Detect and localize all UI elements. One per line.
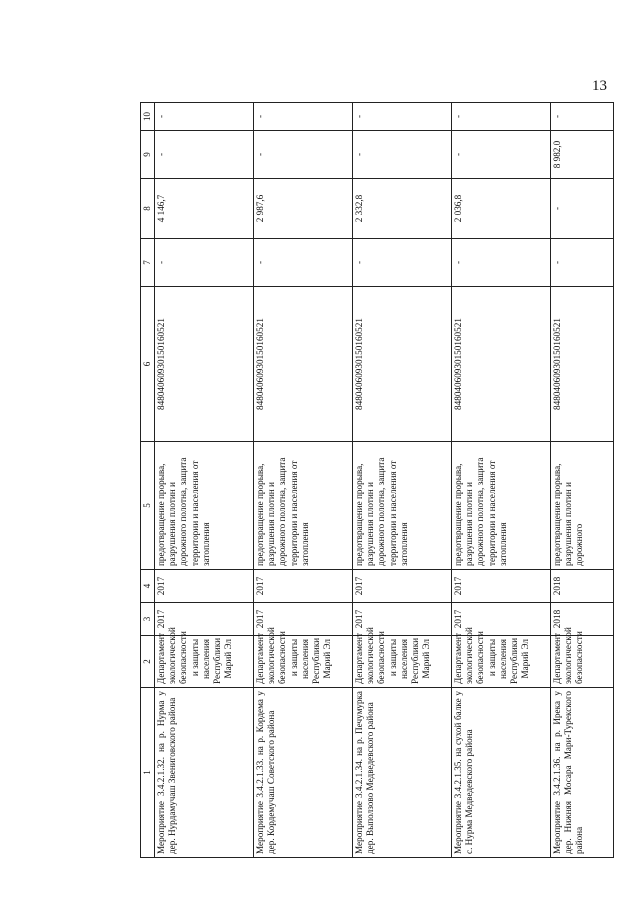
value-col10: - bbox=[253, 103, 352, 131]
table-row bbox=[451, 103, 550, 858]
executor: Департамент экологической безопасности и защиты населения Республики Марий Эл bbox=[154, 636, 253, 688]
end-year: 2017 bbox=[352, 570, 451, 603]
page-number: 13 bbox=[592, 78, 607, 94]
measure-name: Мероприятие 3.4.2.1.35. на сухой балке у с. Нурма Медведевского района bbox=[451, 688, 550, 858]
table-row bbox=[154, 103, 253, 858]
executor: Департамент экологической безопасности bbox=[550, 636, 613, 688]
value-col8: 4 146,7 bbox=[154, 179, 253, 239]
value-col9: 8 982,0 bbox=[550, 131, 613, 179]
end-year: 2018 bbox=[550, 570, 613, 603]
header-cell: 6 bbox=[141, 287, 155, 442]
value-col10: - bbox=[550, 103, 613, 131]
value-col9: - bbox=[154, 131, 253, 179]
header-cell: 9 bbox=[141, 131, 155, 179]
table-row bbox=[550, 103, 613, 858]
value-col8: 2 036,8 bbox=[451, 179, 550, 239]
measure-name: Мероприятие 3.4.2.1.33. на р. Кордема у дер. Кордемучаш Советского района bbox=[253, 688, 352, 858]
value-col7: - bbox=[154, 239, 253, 287]
measure-name: Мероприятие 3.4.2.1.36. на р. Ирека у дер. Нижняя Мосара Мари-Турекского района bbox=[550, 688, 613, 858]
value-col8: 2 332,8 bbox=[352, 179, 451, 239]
header-cell: 10 bbox=[141, 103, 155, 131]
description: предотвращение прорыва, разрушения плотин и дорожного bbox=[550, 442, 613, 570]
description: предотвращение прорыва, разрушения плотин и дорожного полотна, защита территории и населения от затопления bbox=[154, 442, 253, 570]
executor: Департамент экологической безопасности и защиты населения Республики Марий Эл bbox=[253, 636, 352, 688]
budget-code: 84804060930150160521 bbox=[550, 287, 613, 442]
value-col10: - bbox=[154, 103, 253, 131]
value-col7: - bbox=[451, 239, 550, 287]
end-year: 2017 bbox=[253, 570, 352, 603]
value-col8: - bbox=[550, 179, 613, 239]
header-row bbox=[141, 103, 155, 858]
executor: Департамент экологической безопасности и защиты населения Республики Марий Эл bbox=[352, 636, 451, 688]
value-col8: 2 987,6 bbox=[253, 179, 352, 239]
program-table bbox=[140, 102, 614, 858]
table-row bbox=[253, 103, 352, 858]
start-year: 2017 bbox=[451, 603, 550, 636]
start-year: 2017 bbox=[154, 603, 253, 636]
description: предотвращение прорыва, разрушения плотин и дорожного полотна, защита территории и населения от затопления bbox=[352, 442, 451, 570]
header-cell: 4 bbox=[141, 570, 155, 603]
table-row bbox=[352, 103, 451, 858]
measure-name: Мероприятие 3.4.2.1.34. на р. Печумурка дер. Выползово Медведевского района bbox=[352, 688, 451, 858]
value-col10: - bbox=[352, 103, 451, 131]
header-cell: 2 bbox=[141, 636, 155, 688]
header-cell: 5 bbox=[141, 442, 155, 570]
end-year: 2017 bbox=[451, 570, 550, 603]
header-cell: 7 bbox=[141, 239, 155, 287]
start-year: 2018 bbox=[550, 603, 613, 636]
header-cell: 1 bbox=[141, 688, 155, 858]
start-year: 2017 bbox=[352, 603, 451, 636]
start-year: 2017 bbox=[253, 603, 352, 636]
header-cell: 8 bbox=[141, 179, 155, 239]
budget-code: 84804060930150160521 bbox=[154, 287, 253, 442]
budget-code: 84804060930150160521 bbox=[352, 287, 451, 442]
value-col9: - bbox=[451, 131, 550, 179]
description: предотвращение прорыва, разрушения плотин и дорожного полотна, защита территории и населения от затопления bbox=[451, 442, 550, 570]
description: предотвращение прорыва, разрушения плотин и дорожного полотна, защита территории и населения от затопления bbox=[253, 442, 352, 570]
value-col10: - bbox=[451, 103, 550, 131]
budget-code: 84804060930150160521 bbox=[451, 287, 550, 442]
header-cell: 3 bbox=[141, 603, 155, 636]
value-col7: - bbox=[352, 239, 451, 287]
executor: Департамент экологической безопасности и защиты населения Республики Марий Эл bbox=[451, 636, 550, 688]
value-col9: - bbox=[352, 131, 451, 179]
rotated-table-stage bbox=[140, 103, 630, 858]
value-col9: - bbox=[253, 131, 352, 179]
value-col7: - bbox=[550, 239, 613, 287]
value-col7: - bbox=[253, 239, 352, 287]
end-year: 2017 bbox=[154, 570, 253, 603]
measure-name: Мероприятие 3.4.2.1.32. на р. Нурма у дер. Нурдамучаш Звениговского района bbox=[154, 688, 253, 858]
budget-code: 84804060930150160521 bbox=[253, 287, 352, 442]
